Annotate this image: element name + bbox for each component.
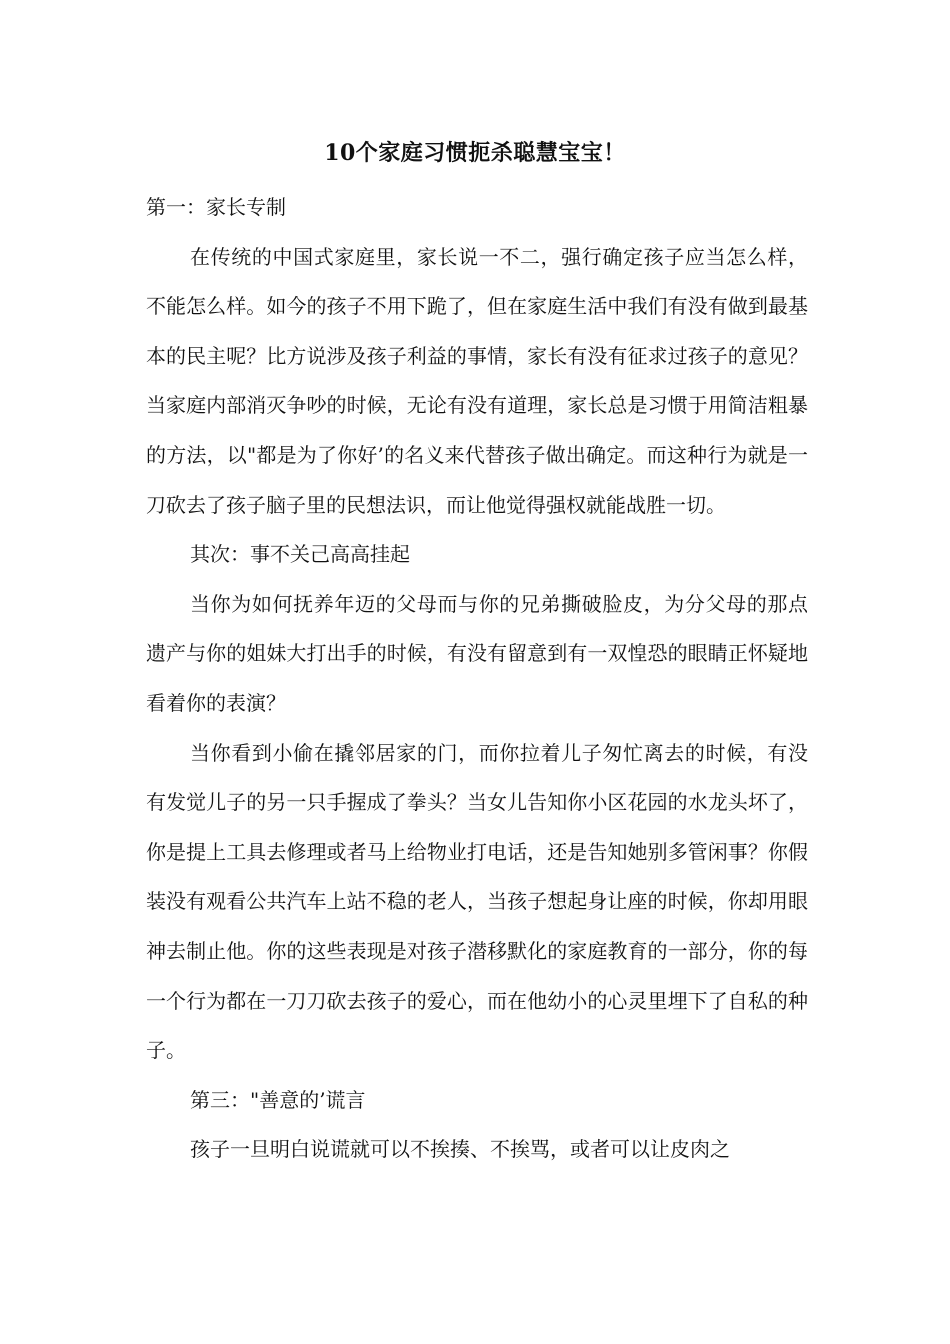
paragraph-4: 孩子一旦明白说谎就可以不挨揍、不挨骂，或者可以让皮肉之 xyxy=(190,1137,730,1162)
paragraph-1: 在传统的中国式家庭里，家长说一不二，强行确定孩子应当怎么样，不能怎么样。如今的孩子不用下跪了，但在家庭生活中我们有没有做到最基本的民主呢？比方说涉及孩子利益的事情，家长有没有征求过孩子的意见？当家庭内部消灭争吵的时候，无论有没有道理，家长总是习惯于用简洁粗暴的方法，以"都是为了你好’的名义来代替孩子做出确定。而这种行为就是一刀砍去了孩子脑子里的民想法识，而让他觉得强权就能战胜一切。 xyxy=(146,244,808,517)
paragraph-2: 当你为如何抚养年迈的父母而与你的兄弟撕破脸皮，为分父母的那点遗产与你的姐妹大打出手的时候，有没有留意到有一双惶恐的眼睛正怀疑地看着你的表演？ xyxy=(146,591,808,715)
section-heading-2: 其次：事不关己高高挂起 xyxy=(190,542,410,567)
document-title: 10个家庭习惯扼杀聪慧宝宝！ xyxy=(324,140,626,166)
document-body xyxy=(146,183,808,1175)
section-heading-1: 第一：家长专制 xyxy=(146,195,286,219)
section-heading-3: 第三："善意的’谎言 xyxy=(190,1087,366,1112)
paragraph-3: 当你看到小偷在撬邻居家的门，而你拉着儿子匆忙离去的时候，有没有发觉儿子的另一只手握成了拳头？当女儿告知你小区花园的水龙头坏了，你是提上工具去修理或者马上给物业打电话，还是告知她别多管闲事？你假装没有观看公共汽车上站不稳的老人，当孩子想起身让座的时候，你却用眼神去制止他。你的这些表现是对孩子潜移默化的家庭教育的一部分，你的每一个行为都在一刀刀砍去孩子的爱心，而在他幼小的心灵里埋下了自私的种子。 xyxy=(146,740,808,1063)
